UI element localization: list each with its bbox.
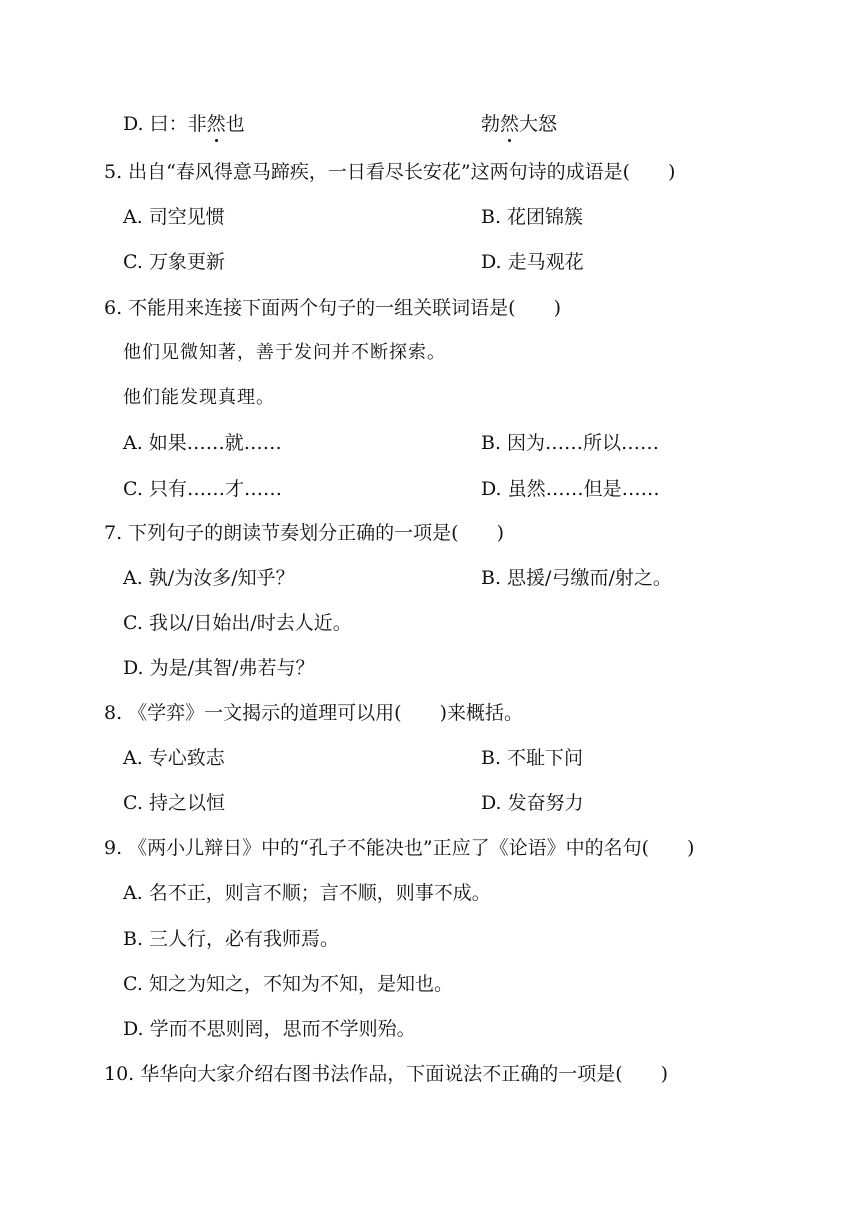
text-span: 8. 《学弈》一文揭示的道理可以用( )来概括。 <box>104 702 523 724</box>
line-d_prev <box>123 112 245 136</box>
text-span: D. 学而不思则罔，思而不学则殆。 <box>123 1018 416 1040</box>
line-q8a <box>123 746 225 770</box>
text-span: D. 走马观花 <box>481 251 584 273</box>
line-q6a <box>123 431 282 455</box>
line-q7 <box>104 521 504 545</box>
line-q6 <box>104 296 561 320</box>
line-q9c <box>123 972 453 996</box>
line-q9b <box>123 927 339 951</box>
text-span: D. 为是/其智/弗若与？ <box>123 657 315 679</box>
line-q6s2 <box>123 386 275 410</box>
text-span: 大怒 <box>519 113 558 135</box>
line-q9 <box>104 836 694 860</box>
line-q8c <box>123 791 225 815</box>
line-q7b <box>481 566 672 590</box>
text-span: 5. 出自“春风得意马蹄疾，一日看尽长安花”这两句诗的成语是( ) <box>104 161 676 183</box>
text-span: A. 孰/为汝多/知乎？ <box>123 567 295 589</box>
text-span: D. 虽然……但是…… <box>481 478 660 500</box>
line-q6c <box>123 477 282 501</box>
text-span: 勃 <box>481 113 501 135</box>
line-q5b <box>481 205 583 229</box>
text-span: B. 因为……所以…… <box>481 432 660 454</box>
dotted-char: 然 <box>500 113 520 135</box>
line-q9a <box>123 881 491 905</box>
line-q8b <box>481 746 583 770</box>
line-q6s1 <box>123 341 446 365</box>
text-span: C. 我以/日始出/时去人近。 <box>123 612 352 634</box>
text-span: 6. 不能用来连接下面两个句子的一组关联词语是( ) <box>104 297 561 319</box>
line-q10 <box>104 1062 668 1086</box>
text-span: B. 思援/弓缴而/射之。 <box>481 567 672 589</box>
text-span: 7. 下列句子的朗读节奏划分正确的一项是( ) <box>104 522 504 544</box>
line-q7d <box>123 656 314 680</box>
text-span: 非 <box>187 113 207 135</box>
text-span: C. 持之以恒 <box>123 792 225 814</box>
text-span: B. 三人行，必有我师焉。 <box>123 928 340 950</box>
line-q5 <box>104 160 675 184</box>
line-q8 <box>104 701 523 725</box>
text-span: 他们见微知著，善于发问并不断探索。 <box>123 342 446 363</box>
text-span: A. 如果……就…… <box>123 432 282 454</box>
text-span: A. 专心致志 <box>123 747 225 769</box>
text-span: C. 只有……才…… <box>123 478 282 500</box>
text-span: A. 名不正，则言不顺；言不顺，则事不成。 <box>123 882 491 904</box>
line-d_prev2 <box>481 112 557 136</box>
line-q5c <box>123 250 225 274</box>
line-q6b <box>481 431 659 455</box>
text-span: 9. 《两小儿辩日》中的“孔子不能决也”正应了《论语》中的名句( ) <box>104 837 695 859</box>
text-span: D. 曰： <box>123 113 188 135</box>
text-span: C. 万象更新 <box>123 251 225 273</box>
text-span: 也 <box>225 113 245 135</box>
text-span: B. 花团锦簇 <box>481 206 584 228</box>
line-q6d <box>481 477 660 501</box>
text-span: A. 司空见惯 <box>123 206 225 228</box>
text-span: 10. 华华向大家介绍右图书法作品，下面说法不正确的一项是( ) <box>104 1063 669 1085</box>
line-q7c <box>123 611 352 635</box>
text-span: D. 发奋努力 <box>481 792 584 814</box>
line-q7a <box>123 566 295 590</box>
dotted-char: 然 <box>206 113 226 135</box>
text-span: 他们能发现真理。 <box>123 387 275 408</box>
line-q9d <box>123 1017 416 1041</box>
text-span: B. 不耻下问 <box>481 747 584 769</box>
text-span: C. 知之为知之，不知为不知，是知也。 <box>123 973 453 995</box>
line-q5a <box>123 205 225 229</box>
line-q5d <box>481 250 584 274</box>
line-q8d <box>481 791 584 815</box>
